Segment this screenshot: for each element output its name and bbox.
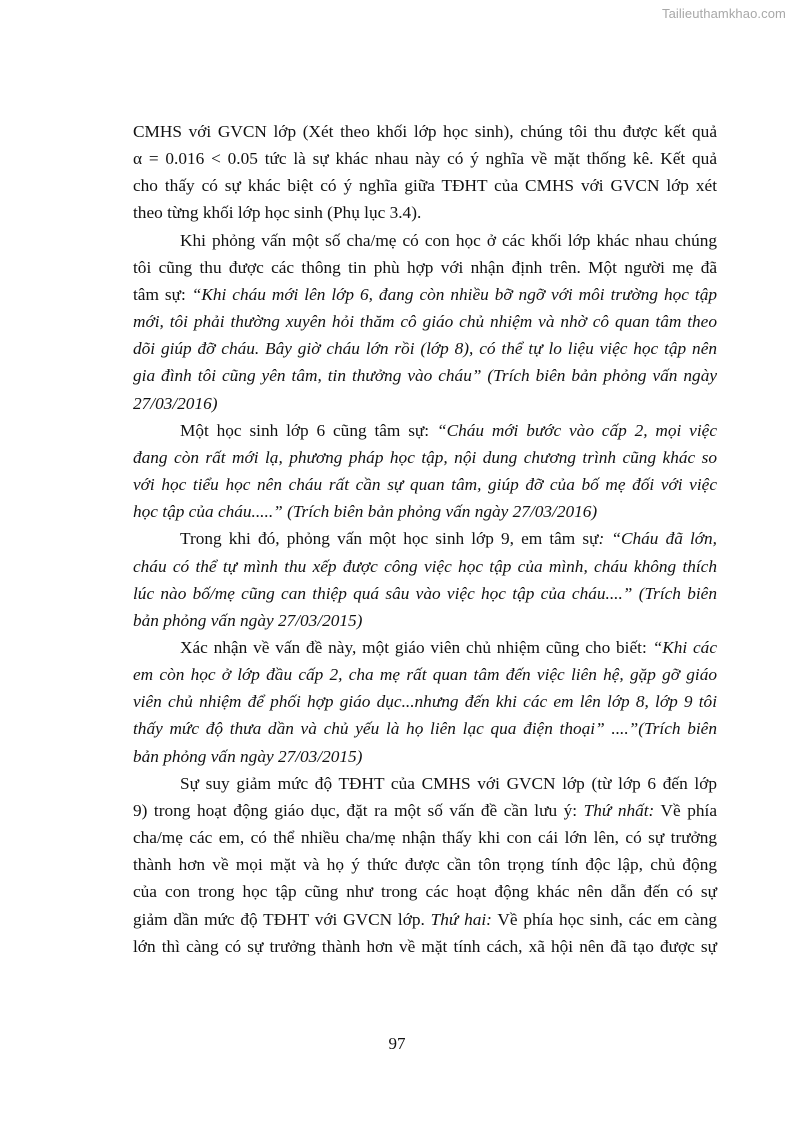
text-line	[133, 743, 717, 770]
italic-text: đang còn rất mới lạ, phương pháp học tập, nội dung chương trình cũng khác so	[133, 447, 717, 467]
text-run: Một học sinh lớp 6 cũng tâm sự:	[180, 420, 437, 440]
paragraph	[133, 770, 717, 960]
text-run: cho thấy có sự khác biệt có ý nghĩa giữa TĐHT của CMHS với GVCN lớp xét	[133, 176, 717, 196]
text-line	[133, 824, 717, 851]
italic-text: mới, tôi phải thường xuyên hỏi thăm cô giáo chủ nhiệm và nhờ cô quan tâm theo	[133, 312, 717, 332]
text-line	[133, 851, 717, 878]
italic-text: với học tiểu học nên cháu rất cần sự quan tâm, giúp đỡ của bố mẹ đối với việc	[133, 475, 717, 495]
text-run: Sự suy giảm mức độ TĐHT của CMHS với GVCN lớp (từ lớp 6 đến lớp	[180, 773, 717, 793]
text-run: Về phía	[654, 800, 717, 820]
text-line	[133, 172, 717, 199]
italic-text: bản phỏng vấn ngày 27/03/2015)	[133, 610, 363, 630]
text-line	[133, 580, 717, 607]
italic-text: : “Cháu đã lớn,	[598, 529, 717, 549]
text-line	[133, 227, 717, 254]
text-run: Về phía học sinh, các em càng	[491, 909, 717, 929]
italic-text: Thứ hai:	[430, 909, 492, 929]
italic-text: cháu có thể tự mình thu xếp được công việc học tập của mình, cháu không thích	[133, 556, 717, 576]
text-run: Xác nhận về vấn đề này, một giáo viên chủ nhiệm cũng cho biết:	[180, 637, 653, 657]
text-line	[133, 688, 717, 715]
text-run: lớn thì càng có sự trưởng thành hơn về mặt tính cách, xã hội nên đã tạo được sự	[133, 936, 717, 956]
text-line	[133, 335, 717, 362]
text-line	[133, 906, 717, 933]
text-run: thành hơn về mọi mặt và họ ý thức được cần tôn trọng tính độc lập, chủ động	[133, 855, 717, 875]
italic-text: bản phỏng vấn ngày 27/03/2015)	[133, 746, 363, 766]
text-line	[133, 634, 717, 661]
paragraph	[133, 525, 717, 634]
italic-text: em còn học ở lớp đầu cấp 2, cha mẹ rất quan tâm đến việc liên hệ, gặp gỡ giáo	[133, 665, 717, 685]
italic-text: dõi giúp đỡ cháu. Bây giờ cháu lớn rồi (lớp 8), có thể tự lo liệu việc học tập nên	[133, 339, 717, 359]
italic-text: gia đình tôi cũng yên tâm, tin thưởng vào cháu” (Trích biên bản phỏng vấn ngày	[133, 366, 717, 386]
italic-text: học tập của cháu.....” (Trích biên bản phỏng vấn ngày 27/03/2016)	[133, 502, 598, 522]
text-run: 9) trong hoạt động giáo dục, đặt ra một số vấn đề cần lưu ý:	[133, 800, 584, 820]
italic-text: Thứ nhất:	[583, 800, 655, 820]
paragraph	[133, 634, 717, 770]
italic-text: 27/03/2016)	[133, 393, 218, 413]
text-run: α = 0.016 < 0.05 tức là sự khác nhau này có ý nghĩa về mặt thống kê. Kết quả	[133, 149, 717, 169]
page-body	[133, 118, 717, 960]
italic-text: “Khi các	[652, 637, 717, 657]
text-line	[133, 715, 717, 742]
paragraph	[133, 227, 717, 417]
text-line	[133, 390, 717, 417]
italic-text: lúc nào bố/mẹ cũng can thiệp quá sâu vào việc học tập của cháu....” (Trích biên	[133, 583, 717, 603]
text-line	[133, 254, 717, 281]
text-run: theo từng khối lớp học sinh (Phụ lục 3.4).	[133, 203, 422, 223]
text-run: tâm sự:	[133, 284, 192, 304]
text-line	[133, 471, 717, 498]
text-line	[133, 498, 717, 525]
text-run: cha/mẹ các em, có thể nhiều cha/mẹ nhận thấy khi con cái lớn lên, có sự trưởng	[133, 828, 717, 848]
text-line	[133, 281, 717, 308]
text-line	[133, 199, 717, 226]
page-number: 97	[388, 1034, 406, 1053]
text-line	[133, 770, 717, 797]
text-run: của con trong học tập cũng như trong các hoạt động khác nên dẫn đến có sự	[133, 882, 717, 902]
text-line	[133, 661, 717, 688]
text-line	[133, 797, 717, 824]
text-line	[133, 933, 717, 960]
text-line	[133, 444, 717, 471]
italic-text: “Cháu mới bước vào cấp 2, mọi việc	[436, 420, 717, 440]
text-run: Trong khi đó, phỏng vấn một học sinh lớp 9, em tâm sự	[180, 529, 599, 549]
text-line	[133, 417, 717, 444]
italic-text: “Khi cháu mới lên lớp 6, đang còn nhiều bỡ ngỡ với môi trường học tập	[191, 284, 717, 304]
italic-text: viên chủ nhiệm để phối hợp giáo dục...nhưng đến khi các em lên lớp 8, lớp 9 tôi	[133, 692, 717, 712]
paragraph	[133, 118, 717, 227]
italic-text: thấy mức độ thưa dần và chủ yếu là họ liên lạc qua điện thoại” ....”(Trích biên	[133, 719, 717, 739]
text-run: CMHS với GVCN lớp (Xét theo khối lớp học sinh), chúng tôi thu được kết quả	[133, 122, 717, 141]
watermark-text: Tailieuthamkhao.com	[661, 6, 786, 21]
text-line	[133, 525, 717, 552]
text-line	[133, 118, 717, 145]
text-run: Khi phỏng vấn một số cha/mẹ có con học ở các khối lớp khác nhau chúng	[180, 230, 717, 250]
text-line	[133, 362, 717, 389]
text-line	[133, 878, 717, 905]
text-run: giảm dần mức độ TĐHT với GVCN lớp.	[133, 909, 431, 929]
text-line	[133, 308, 717, 335]
paragraph	[133, 417, 717, 526]
text-line	[133, 145, 717, 172]
text-line	[133, 607, 717, 634]
text-line	[133, 553, 717, 580]
text-run: tôi cũng thu được các thông tin phù hợp với nhận định trên. Một người mẹ đã	[133, 257, 717, 277]
